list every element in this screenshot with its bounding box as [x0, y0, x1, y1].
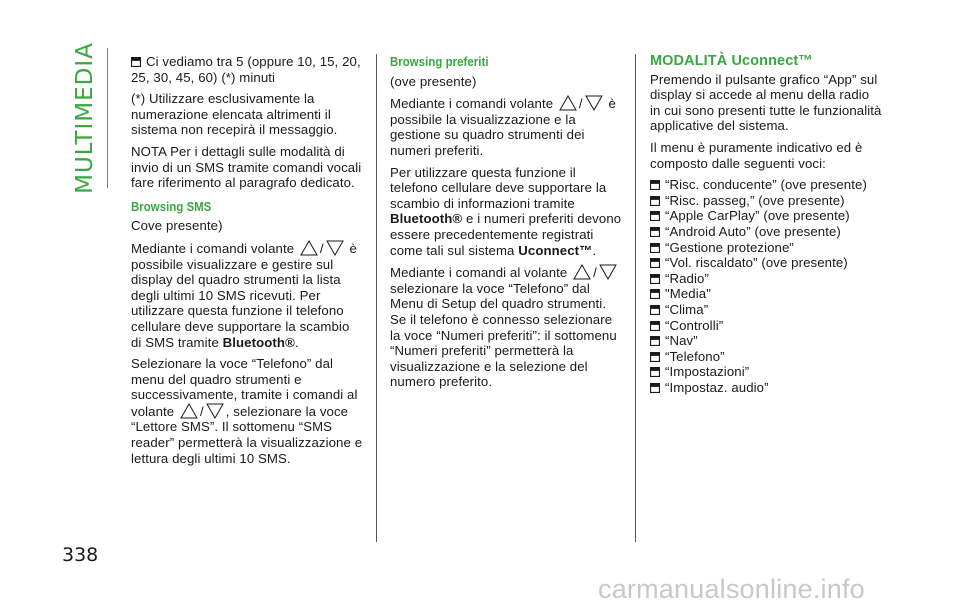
- list-item: [650, 255, 882, 271]
- column-1: [131, 54, 363, 472]
- checkbox-bullet-icon: [650, 367, 660, 377]
- paragraph-text: selezionare la voce “Telefono” dal Menu di Setup del quadro strumenti. Se il telefono è connesso selezionare la voce “Numeri preferiti”: il sottomenu “Numeri preferiti” permetterà la visualizzazione e la selezione del numero preferito.: [390, 280, 617, 390]
- column-divider: [635, 54, 636, 542]
- list-item-label: “Impostaz. audio”: [665, 379, 769, 395]
- heading-browsing-sms: Browsing SMS: [131, 198, 212, 214]
- list-item-label: “Clima”: [665, 301, 709, 317]
- list-item: [650, 177, 882, 193]
- checkbox-bullet-icon: [650, 321, 660, 331]
- paragraph-text: e i numeri preferiti devono essere precedentemente registrati come tali sul sistema: [390, 211, 622, 258]
- presence-note: (ove presente): [390, 73, 477, 89]
- list-item: [650, 208, 882, 224]
- bluetooth-term: Bluetooth®: [390, 211, 463, 227]
- checkbox-bullet-icon: [650, 258, 660, 268]
- section-title-rule: [107, 48, 108, 188]
- list-item: [650, 380, 882, 396]
- uconnect-term: Uconnect™: [518, 242, 593, 258]
- list-item-label: “Risc. passeg,” (ove presente): [665, 192, 845, 208]
- checkbox-bullet-icon: [650, 211, 660, 221]
- checkbox-bullet-icon: [650, 352, 660, 362]
- slash-text: /: [578, 96, 583, 112]
- paragraph-text: Per utilizzare questa funzione il telefono cellulare deve supportare la scambio di informazioni tramite: [390, 164, 607, 211]
- period-text: .: [592, 242, 597, 258]
- list-item: [650, 349, 882, 365]
- paragraph: [390, 264, 622, 390]
- period-text: .: [294, 334, 299, 350]
- page-number: 338: [62, 544, 99, 566]
- bullet-paragraph: [131, 54, 363, 85]
- paragraph: [131, 356, 363, 466]
- checkbox-bullet-icon: [650, 289, 660, 299]
- steering-up-arrow-icon: [559, 95, 577, 111]
- checkbox-bullet-icon: [650, 243, 660, 253]
- list-item-label: “Radio”: [665, 270, 709, 286]
- presence-note: Cove presente): [131, 218, 223, 234]
- paragraph-text: Mediante i comandi al volante: [390, 265, 568, 281]
- heading-browsing-preferiti: Browsing preferiti: [390, 54, 489, 69]
- steering-up-arrow-icon: [180, 403, 198, 419]
- slash-text: /: [200, 403, 204, 419]
- steering-down-arrow-icon: [585, 95, 603, 111]
- list-item-label: “Risc. conducente” (ove presente): [665, 177, 867, 193]
- list-item: [650, 193, 882, 209]
- list-item-label: “Android Auto” (ove presente): [665, 223, 841, 239]
- list-item: [650, 333, 882, 349]
- comma-text: ,: [225, 403, 230, 419]
- paragraph-text: Selezionare la voce “Telefono” dal menu del quadro strumenti e successivamente, tramite i comandi al volante: [131, 356, 358, 419]
- column-2: [390, 54, 622, 396]
- note-details: NOTA Per i dettagli sulle modalità di invio di un SMS tramite comandi vocali fare riferimento al paragrafo dedicato.: [131, 143, 362, 191]
- steering-up-arrow-icon: [300, 240, 318, 256]
- menu-items-list: [650, 177, 882, 395]
- list-item: [650, 364, 882, 380]
- list-item-label: “Nav”: [665, 333, 698, 349]
- list-item-label: “Telefono”: [665, 348, 725, 364]
- slash-text: /: [319, 240, 324, 256]
- note-star: (*) Utilizzare esclusivamente la numerazione elencata altrimenti il sistema non recepirà il messaggio.: [131, 91, 338, 138]
- column-3: [650, 54, 882, 395]
- paragraph-text: Mediante i comandi volante: [390, 96, 554, 112]
- list-item-label: “Controlli”: [665, 317, 724, 333]
- list-item: [650, 224, 882, 240]
- paragraph: Il menu è puramente indicativo ed è composto dalle seguenti voci:: [650, 139, 863, 171]
- paragraph: Premendo il pulsante grafico “App” sul display si accede al menu della radio in cui sono presenti tutte le funzionalità applicative del sistema.: [650, 71, 882, 134]
- steering-down-arrow-icon: [206, 403, 224, 419]
- list-item: [650, 271, 882, 287]
- steering-up-arrow-icon: [573, 264, 591, 280]
- list-item: [650, 286, 882, 302]
- steering-down-arrow-icon: [599, 264, 617, 280]
- paragraph-text: è possibile visualizzare e gestire sul display del quadro strumenti la lista degli ultimi 10 SMS ricevuti. Per utilizzare questa funzione il telefono cellulare deve supportare la scambio di SMS tramite: [131, 240, 357, 350]
- paragraph-text: è possibile la visualizzazione e la gestione su quadro strumenti dei numeri preferiti.: [390, 96, 616, 158]
- list-item-label: “Gestione protezione”: [665, 239, 794, 255]
- checkbox-bullet-icon: [650, 180, 660, 190]
- checkbox-bullet-icon: [650, 336, 660, 346]
- checkbox-bullet-icon: [650, 383, 660, 393]
- bullet-text: Ci vediamo tra 5 (oppure 10, 15, 20, 25, 30, 45, 60) (*) minuti: [131, 54, 361, 85]
- paragraph-text: selezionare la voce “Lettore SMS”. Il sottomenu “SMS reader” permetterà la visualizzazione e lettura degli ultimi 10 SMS.: [131, 403, 363, 466]
- list-item-label: “Impostazioni”: [665, 364, 750, 380]
- checkbox-bullet-icon: [650, 305, 660, 315]
- slash-text: /: [593, 265, 597, 281]
- paragraph: [390, 165, 622, 259]
- list-item-label: "Media": [665, 286, 711, 302]
- list-item: [650, 240, 882, 256]
- checkbox-bullet-icon: [650, 196, 660, 206]
- list-item-label: “Apple CarPlay” (ove presente): [665, 208, 850, 224]
- column-divider: [376, 54, 377, 542]
- checkbox-bullet-icon: [131, 57, 141, 67]
- list-item: [650, 302, 882, 318]
- bluetooth-term: Bluetooth®: [222, 334, 295, 350]
- watermark: carmanualsonline.info: [598, 574, 865, 604]
- paragraph: [390, 95, 622, 158]
- section-title: MULTIMEDIA: [72, 42, 98, 194]
- list-item: [650, 318, 882, 334]
- steering-down-arrow-icon: [326, 240, 344, 256]
- paragraph-text: Mediante i comandi volante: [131, 240, 295, 256]
- checkbox-bullet-icon: [650, 227, 660, 237]
- heading-modalita-uconnect: MODALITÀ Uconnect™: [650, 53, 813, 69]
- checkbox-bullet-icon: [650, 274, 660, 284]
- paragraph: [131, 240, 363, 350]
- list-item-label: “Vol. riscaldato” (ove presente): [665, 255, 848, 271]
